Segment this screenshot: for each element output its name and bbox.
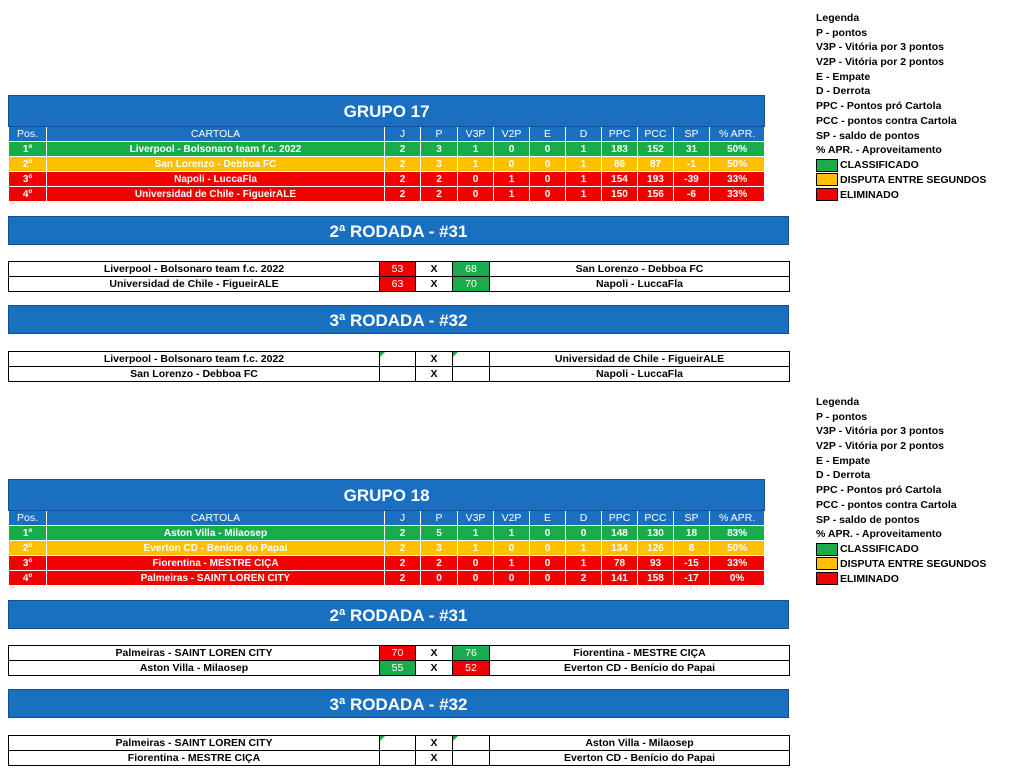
away-score: 70 — [453, 277, 490, 292]
cell-team: Fiorentina - MESTRE CIÇA — [47, 556, 385, 571]
matches-table — [8, 735, 790, 766]
legend-item: D - Derrota — [816, 469, 871, 482]
cell-team: Universidad de Chile - FigueirALE — [47, 187, 385, 202]
swatch-eliminated — [816, 188, 838, 201]
legend-item: V3P - Vitória por 3 pontos — [816, 41, 944, 54]
header-j: J — [385, 511, 421, 526]
legend-status — [816, 557, 1021, 572]
cell-apr: 50% — [710, 541, 765, 556]
legend-item: PPC - Pontos pró Cartola — [816, 484, 942, 497]
home-score-input[interactable] — [380, 751, 416, 766]
swatch-eliminated — [816, 572, 838, 585]
header-p: P — [421, 511, 458, 526]
away-score-input[interactable] — [453, 751, 490, 766]
table-row — [9, 556, 765, 571]
cell-team: Liverpool - Bolsonaro team f.c. 2022 — [47, 142, 385, 157]
cell-apr: 33% — [710, 556, 765, 571]
standings-table-group-17 — [8, 95, 765, 202]
cell-pos: 4º — [9, 187, 47, 202]
cell-pos: 1º — [9, 526, 47, 541]
header-d: D — [566, 511, 602, 526]
matches-table — [8, 351, 790, 382]
versus-label: X — [416, 352, 453, 367]
round-banner: 2ª RODADA - #31 — [8, 600, 789, 629]
match-row — [9, 352, 790, 367]
away-team: Everton CD - Benício do Papai — [490, 751, 790, 766]
legend-status — [816, 187, 1021, 202]
legend-item: E - Empate — [816, 454, 871, 467]
versus-label: X — [416, 661, 453, 676]
cell-v3p: 1 — [458, 526, 494, 541]
away-score: 76 — [453, 646, 490, 661]
header-apr: % APR. — [710, 511, 765, 526]
match-row — [9, 661, 790, 676]
cell-e: 0 — [530, 187, 566, 202]
cell-apr: 0% — [710, 571, 765, 586]
cell-d: 1 — [566, 172, 602, 187]
legend-status-label: DISPUTA ENTRE SEGUNDOS — [840, 173, 987, 186]
cell-e: 0 — [530, 556, 566, 571]
cell-sp: 18 — [674, 526, 710, 541]
comment-marker-icon — [453, 736, 458, 741]
legend-item: PCC - pontos contra Cartola — [816, 114, 957, 127]
away-score-input[interactable] — [453, 367, 490, 382]
cell-sp: -1 — [674, 157, 710, 172]
cell-pcc: 156 — [638, 187, 674, 202]
home-score-input[interactable] — [380, 736, 416, 751]
cell-p: 3 — [421, 157, 458, 172]
cell-e: 0 — [530, 157, 566, 172]
cell-j: 2 — [385, 187, 421, 202]
match-row — [9, 751, 790, 766]
legend-status — [816, 158, 1021, 173]
header-sp: SP — [674, 127, 710, 142]
cell-apr: 50% — [710, 157, 765, 172]
group-title: GRUPO 17 — [9, 96, 765, 127]
legend-item: E - Empate — [816, 70, 871, 83]
cell-apr: 33% — [710, 172, 765, 187]
cell-d: 0 — [566, 526, 602, 541]
header-e: E — [530, 511, 566, 526]
cell-team: San Lorenzo - Debboa FC — [47, 157, 385, 172]
header-v3p: V3P — [458, 127, 494, 142]
cell-p: 3 — [421, 142, 458, 157]
versus-label: X — [416, 367, 453, 382]
cell-ppc: 86 — [602, 157, 638, 172]
cell-ppc: 141 — [602, 571, 638, 586]
versus-label: X — [416, 751, 453, 766]
away-team: Universidad de Chile - FigueirALE — [490, 352, 790, 367]
cell-sp: -15 — [674, 556, 710, 571]
comment-marker-icon — [453, 352, 458, 357]
cell-d: 1 — [566, 157, 602, 172]
cell-j: 2 — [385, 571, 421, 586]
home-team: Liverpool - Bolsonaro team f.c. 2022 — [9, 352, 380, 367]
cell-j: 2 — [385, 526, 421, 541]
cell-p: 2 — [421, 172, 458, 187]
cell-team: Everton CD - Benício do Papai — [47, 541, 385, 556]
comment-marker-icon — [380, 352, 385, 357]
header-ppc: PPC — [602, 127, 638, 142]
round-banner: 3ª RODADA - #32 — [8, 689, 789, 718]
legend-item: V2P - Vitória por 2 pontos — [816, 440, 944, 453]
legend-panel — [816, 395, 1021, 586]
header-v3p: V3P — [458, 511, 494, 526]
header-pcc: PCC — [638, 127, 674, 142]
matches-table — [8, 261, 790, 292]
cell-pos: 3º — [9, 172, 47, 187]
home-team: Palmeiras - SAINT LOREN CITY — [9, 736, 380, 751]
header-pos: Pos. — [9, 511, 47, 526]
cell-v3p: 0 — [458, 187, 494, 202]
cell-pos: 2º — [9, 541, 47, 556]
home-score: 53 — [380, 262, 416, 277]
cell-sp: -17 — [674, 571, 710, 586]
cell-team: Aston Villa - Milaosep — [47, 526, 385, 541]
away-team: Napoli - LuccaFla — [490, 367, 790, 382]
cell-pos: 4º — [9, 571, 47, 586]
cell-e: 0 — [530, 172, 566, 187]
cell-sp: -6 — [674, 187, 710, 202]
cell-j: 2 — [385, 142, 421, 157]
cell-j: 2 — [385, 172, 421, 187]
cell-ppc: 134 — [602, 541, 638, 556]
cell-sp: 8 — [674, 541, 710, 556]
cell-d: 1 — [566, 556, 602, 571]
versus-label: X — [416, 262, 453, 277]
table-row — [9, 571, 765, 586]
cell-ppc: 154 — [602, 172, 638, 187]
legend-item: PCC - pontos contra Cartola — [816, 498, 957, 511]
legend-item: SP - saldo de pontos — [816, 129, 920, 142]
away-team: Everton CD - Benício do Papai — [490, 661, 790, 676]
header-cartola: CARTOLA — [47, 127, 385, 142]
cell-e: 0 — [530, 142, 566, 157]
cell-j: 2 — [385, 157, 421, 172]
cell-pcc: 93 — [638, 556, 674, 571]
cell-e: 0 — [530, 571, 566, 586]
cell-v2p: 1 — [494, 556, 530, 571]
cell-pcc: 130 — [638, 526, 674, 541]
away-team: Napoli - LuccaFla — [490, 277, 790, 292]
cell-ppc: 78 — [602, 556, 638, 571]
legend-status-label: ELIMINADO — [840, 188, 899, 201]
legend-item: % APR. - Aproveitamento — [816, 144, 942, 157]
header-v2p: V2P — [494, 511, 530, 526]
cell-e: 0 — [530, 541, 566, 556]
cell-d: 1 — [566, 541, 602, 556]
match-row — [9, 367, 790, 382]
cell-ppc: 183 — [602, 142, 638, 157]
cell-v2p: 1 — [494, 172, 530, 187]
legend-status-label: DISPUTA ENTRE SEGUNDOS — [840, 557, 987, 570]
cell-team: Napoli - LuccaFla — [47, 172, 385, 187]
cell-pcc: 193 — [638, 172, 674, 187]
cell-v2p: 0 — [494, 571, 530, 586]
legend-item: V3P - Vitória por 3 pontos — [816, 425, 944, 438]
home-score-input[interactable] — [380, 352, 416, 367]
cell-p: 2 — [421, 187, 458, 202]
header-e: E — [530, 127, 566, 142]
away-score: 52 — [453, 661, 490, 676]
away-team: Aston Villa - Milaosep — [490, 736, 790, 751]
cell-d: 1 — [566, 187, 602, 202]
versus-label: X — [416, 736, 453, 751]
home-score-input[interactable] — [380, 367, 416, 382]
match-row — [9, 736, 790, 751]
cell-pcc: 158 — [638, 571, 674, 586]
legend-status-label: CLASSIFICADO — [840, 159, 919, 172]
cell-v2p: 1 — [494, 526, 530, 541]
cell-d: 1 — [566, 142, 602, 157]
table-row — [9, 187, 765, 202]
legend-item: P - pontos — [816, 410, 868, 423]
match-row — [9, 262, 790, 277]
cell-v2p: 0 — [494, 157, 530, 172]
cell-v2p: 1 — [494, 187, 530, 202]
cell-ppc: 150 — [602, 187, 638, 202]
header-v2p: V2P — [494, 127, 530, 142]
legend-item: SP - saldo de pontos — [816, 513, 920, 526]
header-pcc: PCC — [638, 511, 674, 526]
header-cartola: CARTOLA — [47, 511, 385, 526]
group-title: GRUPO 18 — [9, 480, 765, 511]
header-p: P — [421, 127, 458, 142]
legend-item: D - Derrota — [816, 85, 871, 98]
header-apr: % APR. — [710, 127, 765, 142]
away-team: Fiorentina - MESTRE CIÇA — [490, 646, 790, 661]
legend-status — [816, 571, 1021, 586]
cell-ppc: 148 — [602, 526, 638, 541]
table-row — [9, 541, 765, 556]
match-row — [9, 277, 790, 292]
cell-apr: 83% — [710, 526, 765, 541]
header-sp: SP — [674, 511, 710, 526]
table-row — [9, 172, 765, 187]
legend-status — [816, 542, 1021, 557]
header-ppc: PPC — [602, 511, 638, 526]
cell-pos: 2º — [9, 157, 47, 172]
cell-pcc: 126 — [638, 541, 674, 556]
legend-status — [816, 173, 1021, 188]
versus-label: X — [416, 277, 453, 292]
cell-p: 5 — [421, 526, 458, 541]
away-score: 68 — [453, 262, 490, 277]
cell-apr: 33% — [710, 187, 765, 202]
legend-item: V2P - Vitória por 2 pontos — [816, 56, 944, 69]
legend-item: PPC - Pontos pró Cartola — [816, 100, 942, 113]
cell-v3p: 0 — [458, 172, 494, 187]
cell-v3p: 1 — [458, 541, 494, 556]
cell-j: 2 — [385, 541, 421, 556]
round-banner: 2ª RODADA - #31 — [8, 216, 789, 245]
table-row — [9, 157, 765, 172]
header-d: D — [566, 127, 602, 142]
swatch-dispute — [816, 173, 838, 186]
cell-team: Palmeiras - SAINT LOREN CITY — [47, 571, 385, 586]
cell-j: 2 — [385, 556, 421, 571]
legend-title: Legenda — [816, 396, 860, 408]
header-pos: Pos. — [9, 127, 47, 142]
legend-item: % APR. - Aproveitamento — [816, 528, 942, 541]
header-j: J — [385, 127, 421, 142]
home-team: San Lorenzo - Debboa FC — [9, 367, 380, 382]
home-score: 55 — [380, 661, 416, 676]
home-score: 63 — [380, 277, 416, 292]
cell-pcc: 87 — [638, 157, 674, 172]
matches-table — [8, 645, 790, 676]
cell-sp: -39 — [674, 172, 710, 187]
cell-pcc: 152 — [638, 142, 674, 157]
cell-v3p: 1 — [458, 157, 494, 172]
home-team: Fiorentina - MESTRE CIÇA — [9, 751, 380, 766]
home-score: 70 — [380, 646, 416, 661]
cell-v3p: 0 — [458, 571, 494, 586]
comment-marker-icon — [380, 736, 385, 741]
legend-status-label: CLASSIFICADO — [840, 543, 919, 556]
home-team: Liverpool - Bolsonaro team f.c. 2022 — [9, 262, 380, 277]
cell-v2p: 0 — [494, 541, 530, 556]
versus-label: X — [416, 646, 453, 661]
round-banner: 3ª RODADA - #32 — [8, 305, 789, 334]
swatch-classified — [816, 159, 838, 172]
swatch-dispute — [816, 557, 838, 570]
cell-apr: 50% — [710, 142, 765, 157]
cell-d: 2 — [566, 571, 602, 586]
cell-p: 0 — [421, 571, 458, 586]
cell-pos: 1º — [9, 142, 47, 157]
cell-pos: 3º — [9, 556, 47, 571]
cell-v3p: 0 — [458, 556, 494, 571]
match-row — [9, 646, 790, 661]
cell-v3p: 1 — [458, 142, 494, 157]
cell-sp: 31 — [674, 142, 710, 157]
away-team: San Lorenzo - Debboa FC — [490, 262, 790, 277]
legend-panel — [816, 11, 1021, 202]
cell-p: 2 — [421, 556, 458, 571]
table-row — [9, 526, 765, 541]
away-score-input[interactable] — [453, 352, 490, 367]
legend-status-label: ELIMINADO — [840, 572, 899, 585]
home-team: Universidad de Chile - FigueirALE — [9, 277, 380, 292]
home-team: Palmeiras - SAINT LOREN CITY — [9, 646, 380, 661]
legend-title: Legenda — [816, 12, 860, 24]
standings-table-group-18 — [8, 479, 765, 586]
home-team: Aston Villa - Milaosep — [9, 661, 380, 676]
legend-item: P - pontos — [816, 26, 868, 39]
cell-v2p: 0 — [494, 142, 530, 157]
away-score-input[interactable] — [453, 736, 490, 751]
table-row — [9, 142, 765, 157]
swatch-classified — [816, 543, 838, 556]
cell-p: 3 — [421, 541, 458, 556]
cell-e: 0 — [530, 526, 566, 541]
